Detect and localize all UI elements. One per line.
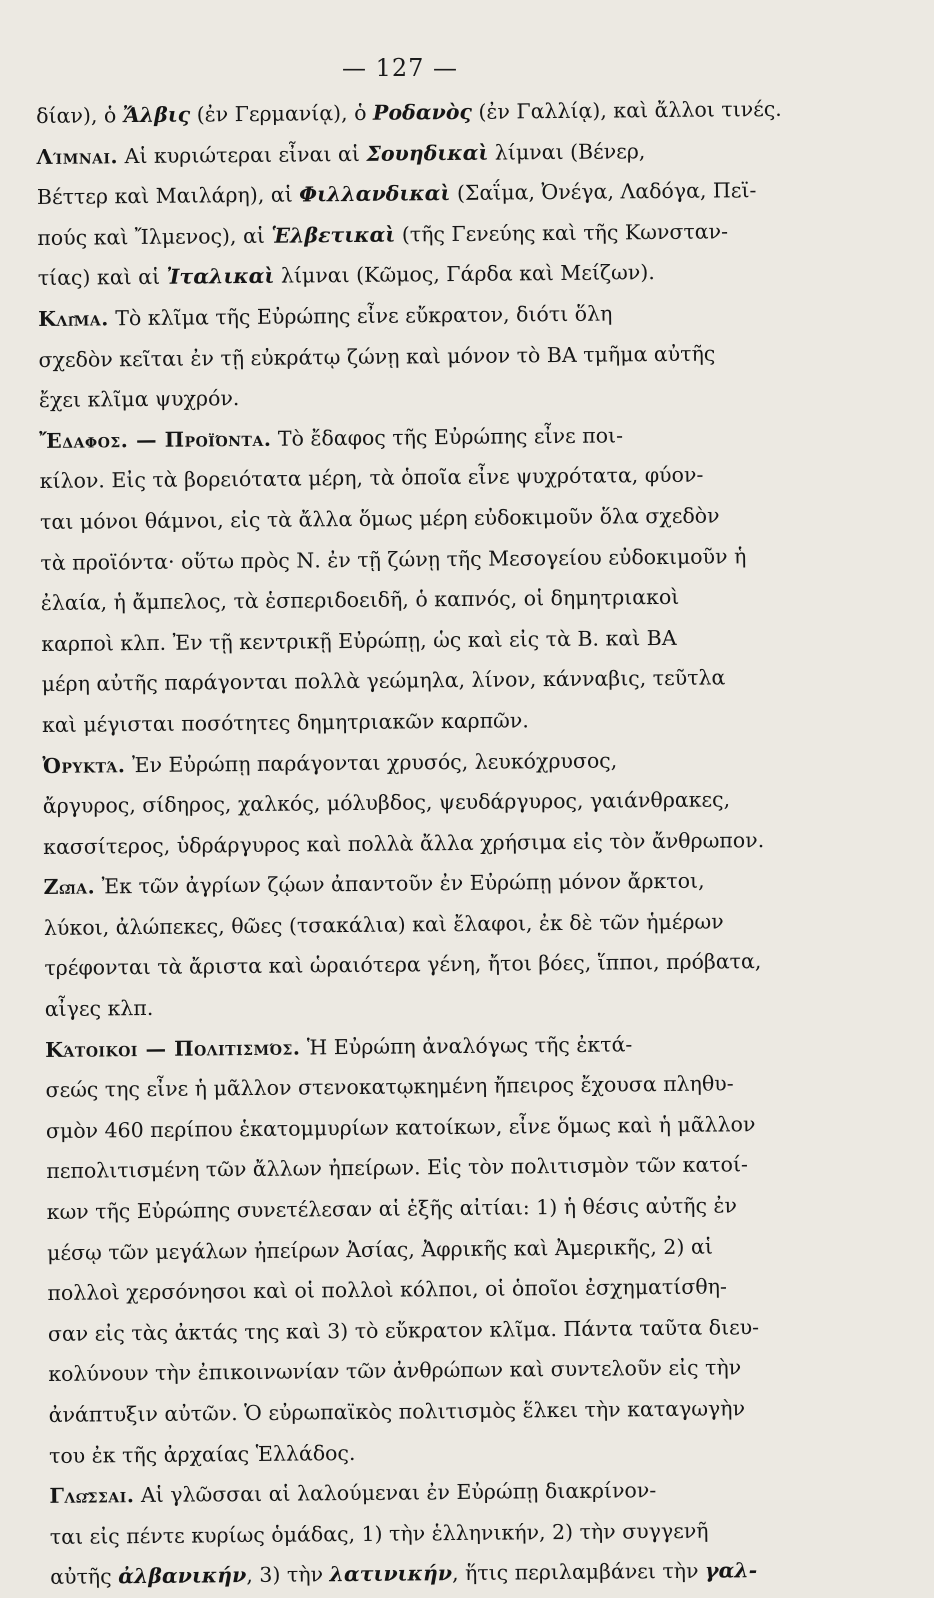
section-heading: Γλῶσσαι.: [49, 1483, 135, 1509]
text-run: κων τῆς Εὐρώπης συνετέλεσαν αἱ ἑξῆς αἰτίαι: 1) ἡ θέσις αὐτῆς ἐν: [46, 1193, 738, 1224]
text-run: λίμναι (Βένερ,: [488, 138, 646, 165]
text-line: [48, 1387, 828, 1435]
text-line: [41, 657, 821, 705]
text-run: (ἐν Γαλλίᾳ), καὶ ἄλλοι τινές.: [471, 96, 782, 124]
text-run: Ἡ Εὐρώπη ἀναλόγως τῆς ἐκτά-: [300, 1031, 633, 1060]
text-run: Ἐν Εὐρώπῃ παράγονται χρυσός, λευκόχρυσος,: [125, 747, 618, 777]
text-run: σμὸν 460 περίπου ἑκατομμυρίων κατοίκων, εἶνε ὅμως καὶ ἡ μᾶλλον: [45, 1111, 756, 1143]
text-run: ἔχει κλῖμα ψυχρόν.: [38, 386, 240, 413]
text-run: κασσίτερος, ὑδράργυρος καὶ πολλὰ ἄλλα χρήσιμα εἰς τὸν ἄνθρωπον.: [43, 827, 765, 859]
text-run: ἀνάπτυξιν αὐτῶν. Ὁ εὐρωπαϊκὸς πολιτισμὸς ἕλκει τὴν καταγωγὴν: [48, 1396, 746, 1427]
text-run: δίαν), ὁ: [36, 103, 123, 128]
text-run: κολύνουν τὴν ἐπικοινωνίαν τῶν ἀνθρώπων καὶ συντελοῦν εἰς τὴν: [48, 1355, 742, 1387]
text-line: [44, 941, 824, 989]
section-heading: Κλῖμα.: [38, 306, 109, 331]
text-line: [36, 89, 816, 137]
text-line: [37, 210, 817, 258]
text-run: τρέφονται τὰ ἄριστα καὶ ὡραιότερα γένη, ἤτοι βόες, ἵπποι, πρόβατα,: [44, 949, 762, 981]
text-run: αἶγες κλπ.: [44, 995, 154, 1022]
text-run: (Σαΐμα, Ὀνέγα, Λαδόγα, Πεϊ-: [450, 178, 757, 206]
text-run: σχεδὸν κεῖται ἐν τῇ εὐκράτῳ ζώνῃ καὶ μόνον τὸ ΒΑ τμῆμα αὐτῆς: [38, 341, 716, 372]
text-line: [40, 535, 820, 583]
text-run: Αἱ γλῶσσαι αἱ λαλούμεναι ἐν Εὐρώπῃ διακρίνον-: [134, 1478, 657, 1508]
text-run: (τῆς Γενεύης καὶ τῆς Κωνσταν-: [395, 219, 729, 247]
text-run: μέσῳ τῶν μεγάλων ἠπείρων Ἀσίας, Ἀφρικῆς καὶ Ἀμερικῆς, 2) αἱ: [46, 1234, 713, 1265]
text-run: ἐλαία, ἡ ἄμπελος, τὰ ἑσπεριδοειδῆ, ὁ καπνός, οἱ δημητριακοὶ: [40, 584, 680, 616]
text-run: τίας) καὶ αἱ: [37, 265, 167, 291]
emphasized-term: Ἰταλικαὶ: [166, 264, 275, 290]
text-run: πεπολιτισμένη τῶν ἄλλων ἠπείρων. Εἰς τὸν πολιτισμὸν τῶν κατοί-: [46, 1152, 749, 1184]
text-run: τὰ προϊόντα· οὕτω πρὸς Ν. ἐν τῇ ζώνῃ τῆς Μεσογείου εὐδοκιμοῦν ἡ: [40, 543, 747, 575]
emphasized-term: Σουηδικαὶ: [366, 140, 489, 166]
section-heading: Ζῷα.: [43, 874, 96, 900]
text-run: του ἐκ τῆς ἀρχαίας Ἑλλάδος.: [48, 1440, 356, 1468]
section-heading: Ὀρυκτά.: [42, 752, 126, 778]
text-run: ἄργυρος, σίδηρος, χαλκός, μόλυβδος, ψευδάργυρος, γαιάνθρακες,: [42, 787, 731, 819]
text-run: κίλον. Εἰς τὰ βορειότατα μέρη, τὰ ὁποῖα εἶνε ψυχρότατα, φύον-: [39, 462, 704, 494]
section-heading: Κάτοικοι — Πολιτισμός.: [45, 1035, 301, 1062]
text-line: [47, 1266, 827, 1314]
text-run: πολλοὶ χερσόνησοι καὶ οἱ πολλοὶ κόλποι, οἱ ὁποῖοι ἐσχηματίσθη-: [47, 1274, 727, 1306]
section-heading: Ἔδαφος. — Προϊόντα.: [39, 426, 272, 453]
text-run: Τὸ κλῖμα τῆς Εὐρώπης εἶνε εὔκρατον, διότι ὅλη: [108, 301, 613, 331]
text-run: καὶ μέγισται ποσότητες δημητριακῶν καρπῶν.: [41, 708, 529, 737]
text-run: Αἱ κυριώτεραι εἶναι αἱ: [117, 141, 367, 168]
text-run: καρποὶ κλπ. Ἐν τῇ κεντρικῇ Εὐρώπῃ, ὡς καὶ εἰς τὰ Β. καὶ ΒΑ: [41, 625, 677, 656]
page-number: — 127 —: [341, 54, 459, 82]
text-run: ται εἰς πέντε κυρίως ὁμάδας, 1) τὴν ἑλληνικήν, 2) τὴν συγγενῆ: [49, 1518, 709, 1549]
text-run: πούς καὶ Ἴλμενος), αἱ: [37, 223, 272, 250]
text-run: ται μόνοι θάμνοι, εἰς τὰ ἄλλα ὅμως μέρη εὐδοκιμοῦν ὅλα σχεδὸν: [39, 503, 720, 534]
text-run: λύκοι, ἀλώπεκες, θῶες (τσακάλια) καὶ ἔλαφοι, ἐκ δὲ τῶν ἡμέρων: [43, 909, 724, 940]
body-text: [36, 89, 830, 1598]
text-run: σαν εἰς τὰς ἀκτάς της καὶ 3) τὸ εὔκρατον κλῖμα. Πάντα ταῦτα διευ-: [47, 1314, 760, 1346]
text-line: [47, 1184, 827, 1232]
emphasized-term: Ἑλβετικαὶ: [271, 222, 396, 248]
text-run: Τὸ ἔδαφος τῆς Εὐρώπης εἶνε ποι-: [271, 423, 624, 451]
text-line: [43, 779, 823, 827]
text-line: [50, 1550, 830, 1598]
text-line: [43, 819, 823, 867]
text-run: σεώς της εἶνε ἡ μᾶλλον στενοκατῳκημένη ἤπειρος ἔχουσα πληθυ-: [45, 1071, 734, 1103]
emphasized-term: ἀλβανικήν: [118, 1563, 247, 1589]
text-line: [40, 494, 820, 542]
emphasized-term: λατινικήν: [329, 1561, 453, 1587]
text-run: , ἥτις περιλαμβάνει τὴν: [451, 1559, 706, 1586]
text-run: , 3) τὴν: [246, 1562, 330, 1588]
text-run: μέρη αὐτῆς παράγονται πολλὰ γεώμηλα, λίνον, κάνναβις, τεῦτλα: [41, 665, 726, 697]
text-line: [37, 170, 817, 218]
emphasized-term: Φιλλανδικαὶ: [299, 181, 451, 207]
text-run: αὐτῆς: [50, 1564, 119, 1590]
text-line: [38, 332, 818, 380]
text-run: Βέττερ καὶ Μαιλάρη), αἱ: [36, 182, 300, 210]
text-run: Ἐκ τῶν ἀγρίων ζῴων ἀπαντοῦν ἐν Εὐρώπῃ μόνον ἄρκτοι,: [95, 868, 705, 899]
emphasized-term: Ἄλβις: [122, 102, 191, 128]
emphasized-term: γαλ-: [704, 1558, 758, 1584]
emphasized-term: Ροδανὸς: [372, 99, 473, 125]
section-heading: Λίμναι.: [36, 143, 119, 169]
text-run: (ἐν Γερμανίᾳ), ὁ: [190, 100, 374, 127]
text-run: λίμναι (Κῶμος, Γάρδα καὶ Μείζων).: [274, 260, 655, 289]
